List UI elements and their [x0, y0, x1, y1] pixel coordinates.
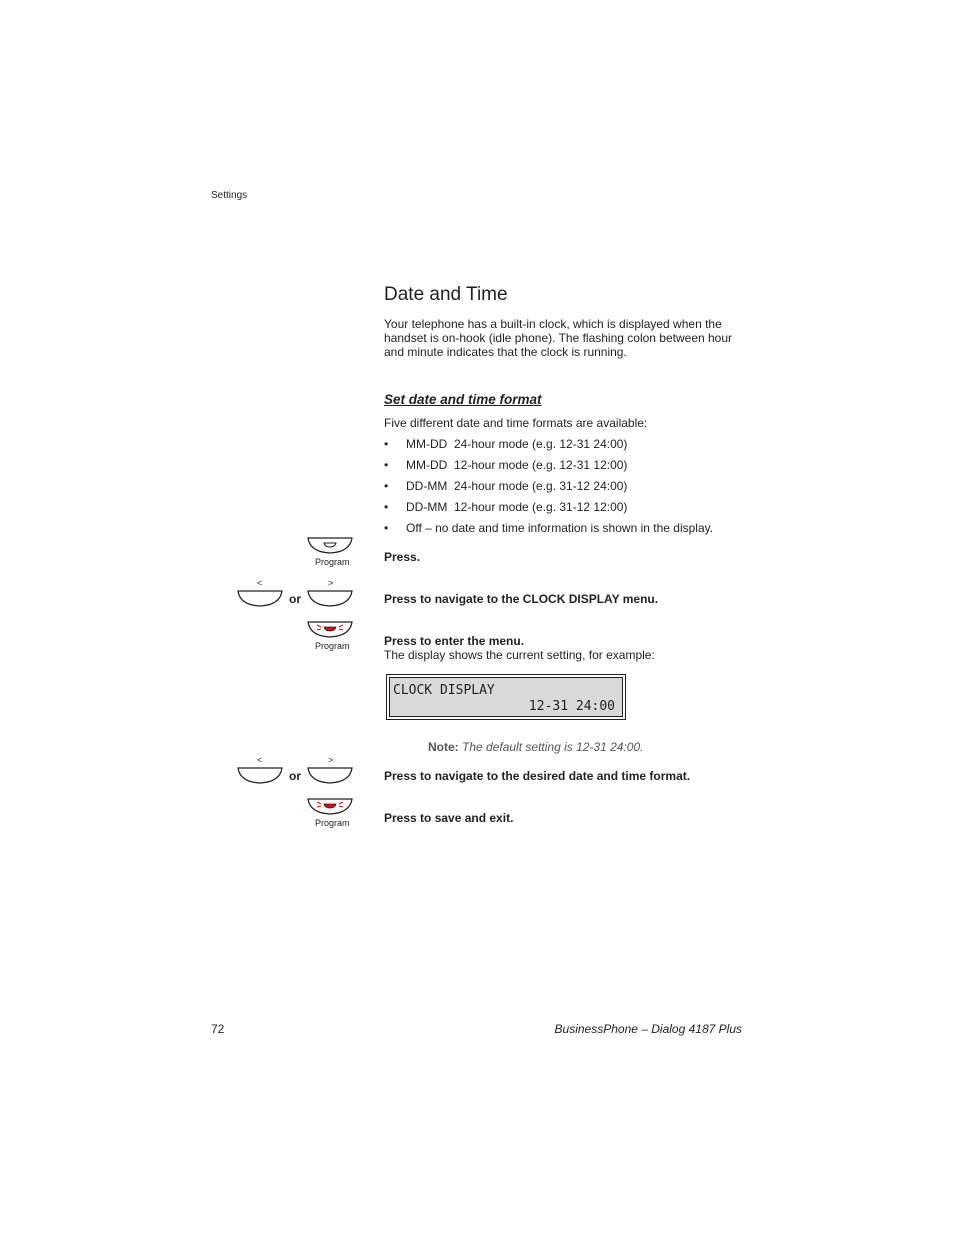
step-save-exit: Press to save and exit. — [384, 811, 514, 825]
program-key-flashing-icon — [306, 620, 354, 640]
step-enter-menu: Press to enter the menu. — [384, 634, 525, 648]
step-navigate-format: Press to navigate to the desired date and time format. — [384, 769, 691, 783]
program-key-caption: Program — [315, 557, 350, 567]
lcd-line-2: 12-31 24:00 — [528, 699, 615, 714]
lcd-line-1: CLOCK DISPLAY — [393, 683, 495, 698]
program-key-flashing-icon — [306, 797, 354, 817]
step-enter-menu-description: The display shows the current setting, for example: — [384, 648, 655, 662]
or-label: or — [289, 769, 301, 783]
or-label: or — [289, 592, 301, 606]
left-navigation-key-icon — [236, 766, 284, 786]
program-key-caption: Program — [315, 641, 350, 651]
right-navigation-key-icon — [306, 766, 354, 786]
running-header: Settings — [211, 190, 248, 201]
step-navigate-clock: Press to navigate to the CLOCK DISPLAY menu. — [384, 592, 659, 606]
formats-intro: Five different date and time formats are available: — [384, 416, 648, 430]
format-list — [384, 437, 713, 542]
left-arrow-label: < — [257, 578, 263, 588]
format-item: • MM-DD 12-hour mode (e.g. 12-31 12:00) — [384, 458, 713, 479]
format-item: • Off – no date and time information is shown in the display. — [384, 521, 713, 542]
page-title: Date and Time — [384, 284, 508, 305]
program-key-caption: Program — [315, 818, 350, 828]
footer-product-title: BusinessPhone – Dialog 4187 Plus — [554, 1022, 742, 1036]
left-arrow-label: < — [257, 755, 263, 765]
left-navigation-key-icon — [236, 589, 284, 609]
lcd-screen — [389, 677, 623, 717]
lcd-display — [386, 674, 626, 720]
right-arrow-label: > — [328, 755, 334, 765]
intro-paragraph: Your telephone has a built-in clock, which is displayed when the handset is on-hook (idle phone). The flashing colon between hour and minute indicates that the clock is running. — [384, 317, 733, 359]
note — [428, 740, 643, 754]
format-item: • DD-MM 24-hour mode (e.g. 31-12 24:00) — [384, 479, 713, 500]
subsection-title: Set date and time format — [384, 392, 542, 407]
format-item: • MM-DD 24-hour mode (e.g. 12-31 24:00) — [384, 437, 713, 458]
note-label: Note: — [428, 740, 459, 754]
format-item: • DD-MM 12-hour mode (e.g. 31-12 12:00) — [384, 500, 713, 521]
step-press: Press. — [384, 550, 421, 564]
note-text: The default setting is 12-31 24:00. — [462, 740, 644, 754]
page-number: 72 — [211, 1022, 225, 1036]
program-key-icon — [306, 536, 354, 556]
right-arrow-label: > — [328, 578, 334, 588]
right-navigation-key-icon — [306, 589, 354, 609]
